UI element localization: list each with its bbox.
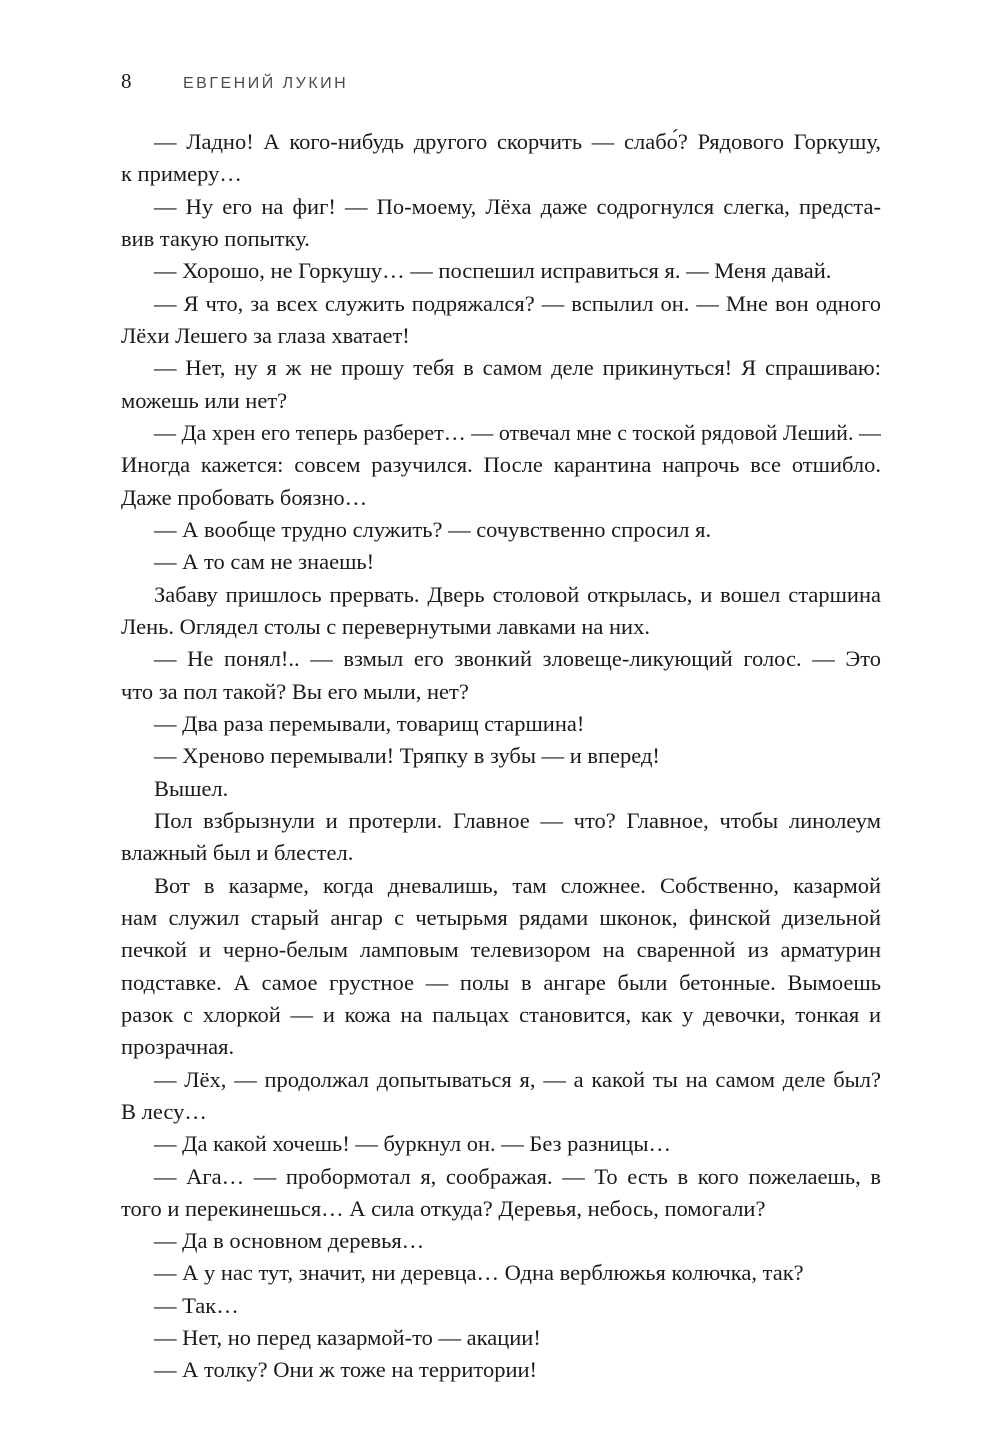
text-line: Пол взбрызнули и протерли. Главное — что? Главное, чтобы линолеум — [154, 807, 881, 833]
text-line: — Да хрен его теперь разберет… — отвечал мне с тоской рядовой Леший. — — [154, 419, 881, 445]
text-line: влажный был и блестел. — [121, 840, 354, 866]
text-line: — Лёх, — продолжал допытываться я, — а какой ты на самом деле был? — [154, 1066, 881, 1092]
text-line: можешь или нет? — [121, 387, 288, 413]
text-line: — Нет, ну я ж не прошу тебя в самом деле прикинуться! Я спрашиваю: — [154, 355, 881, 381]
text-line: Лёхи Лешего за глаза хватает! — [121, 322, 410, 348]
author-name: ЕВГЕНИЙ ЛУКИН — [183, 75, 349, 92]
text-line: Даже пробовать боязно… — [121, 484, 368, 510]
text-line: — Я что, за всех служить подряжался? — вспылил он. — Мне вон одного — [154, 290, 881, 316]
text-body — [121, 126, 881, 1387]
text-line: — Не понял!.. — взмыл его звонкий зловеще-ликующий голос. — Это — [154, 646, 881, 672]
text-line: — А то сам не знаешь! — [154, 549, 375, 575]
text-line: подставке. А самое грустное — полы в ангаре были бетонные. Вымоешь — [121, 969, 881, 995]
text-line: — Нет, но перед казармой-то — акации! — [154, 1325, 541, 1351]
text-line: — Да в основном деревья… — [154, 1228, 425, 1254]
text-line: — А у нас тут, значит, ни деревца… Одна верблюжья колючка, так? — [154, 1260, 804, 1286]
text-line: — Да какой хочешь! — буркнул он. — Без разницы… — [154, 1131, 671, 1157]
text-line: — А толку? Они ж тоже на территории! — [154, 1357, 538, 1383]
text-line: печкой и черно-белым ламповым телевизором на сваренной из арматурин — [121, 937, 881, 963]
page-number: 8 — [121, 69, 132, 93]
text-line: — Хорошо, не Горкушу… — поспешил исправиться я. — Меня давай. — [154, 258, 832, 284]
running-head — [121, 69, 348, 97]
text-line: — Ну его на фиг! — По-моему, Лёха даже содрогнулся слегка, предста- — [154, 193, 881, 219]
text-line: вив такую попытку. — [121, 225, 310, 251]
text-line: — Хреново перемывали! Тряпку в зубы — и вперед! — [154, 743, 660, 769]
text-line: Вот в казарме, когда дневалишь, там сложнее. Собственно, казармой — [154, 872, 881, 898]
text-line: Забаву пришлось прервать. Дверь столовой открылась, и вошел старшина — [154, 581, 881, 607]
text-line: разок с хлоркой — и кожа на пальцах становится, как у девочки, тонкая и — [121, 1001, 881, 1027]
text-line: что за пол такой? Вы его мыли, нет? — [121, 678, 469, 704]
text-line: нам служил старый ангар с четырьмя рядами шконок, финской дизельной — [121, 904, 881, 930]
text-line: Иногда кажется: совсем разучился. После карантина напрочь все отшибло. — [121, 452, 881, 478]
text-line: к примеру… — [121, 161, 242, 187]
text-line: — Так… — [154, 1292, 239, 1318]
text-line: — Ладно! А кого-нибудь другого скорчить — слабо́? Рядового Горкушу, — [154, 129, 881, 154]
text-line: — Ага… — пробормотал я, соображая. — То есть в кого пожелаешь, в — [154, 1163, 881, 1189]
text-line: Лень. Оглядел столы с перевернутыми лавками на них. — [121, 613, 650, 639]
text-line: — А вообще трудно служить? — сочувственно спросил я. — [154, 516, 712, 542]
text-line: того и перекинешься… А сила откуда? Деревья, небось, помогали? — [121, 1195, 766, 1221]
text-line: В лесу… — [121, 1098, 207, 1124]
text-line: — Два раза перемывали, товарищ старшина! — [154, 710, 585, 736]
text-line: прозрачная. — [121, 1034, 235, 1060]
text-line: Вышел. — [154, 775, 229, 801]
